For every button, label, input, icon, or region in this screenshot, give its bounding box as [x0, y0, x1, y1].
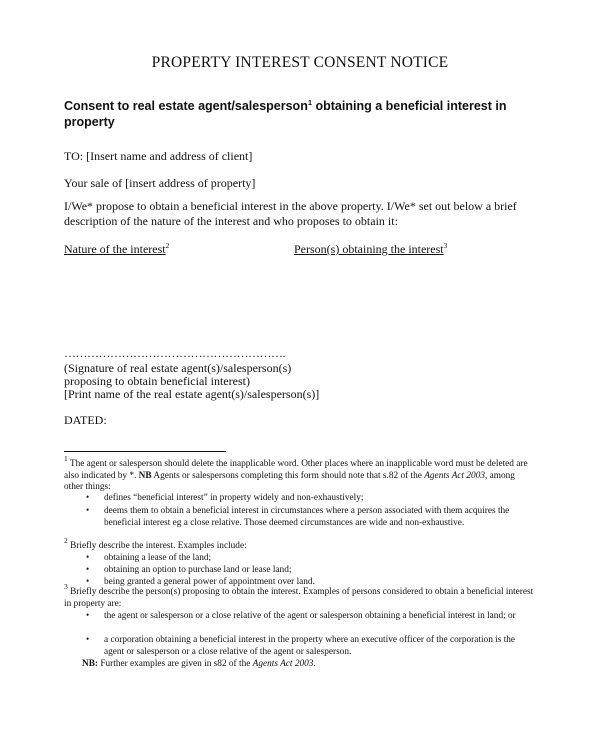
- bullet-icon: •: [86, 492, 90, 502]
- sale-line: Your sale of [insert address of property]: [64, 176, 256, 190]
- footnote-3-number: 3: [64, 582, 68, 591]
- footnote-1-bullet-1: defines “beneficial interest” in property widely and non-exhaustively;: [104, 493, 364, 503]
- heading-text-after: obtaining a beneficial interest in property: [64, 99, 507, 129]
- footnote-divider: [64, 451, 226, 452]
- bullet-icon: •: [86, 610, 90, 620]
- nature-label-text: Nature of the interest: [64, 242, 166, 256]
- footnote-1-nb: NB: [138, 470, 152, 481]
- bullet-icon: •: [86, 505, 90, 515]
- footnote-1-text-c: , among other things:: [64, 470, 515, 492]
- nature-of-interest-label: [64, 242, 169, 257]
- footnote-1-text-a: The agent or salesperson should delete the inapplicable word. Other places where an inapplicable word must be deleted are also indicated by *.: [64, 459, 528, 481]
- footnote-3-bullet-2: a corporation obtaining a beneficial interest in the property where an executive officer of the corporation is the agent or salesperson or a close relative of the agent or salesperson.: [104, 635, 516, 657]
- footnote-1-bullet-2: deems them to obtain a beneficial interest in circumstances where a person associated with them acquires the beneficial interest eg a close relative. Those deemed circumstances are wide and non-exhaustive.: [104, 506, 510, 528]
- bullet-icon: •: [86, 634, 90, 644]
- proposal-paragraph: I/We* propose to obtain a beneficial interest in the above property. I/We* set out below a brief description of the nature of the interest and who proposes to obtain it:: [64, 199, 517, 228]
- final-nb-act: Agents Act 2003: [252, 659, 314, 669]
- bullet-icon: •: [86, 564, 90, 574]
- persons-footnote-ref: 3: [443, 241, 448, 250]
- heading-text: Consent to real estate agent/salesperson: [64, 99, 308, 113]
- heading-footnote-ref: 1: [307, 98, 313, 107]
- footnote-1-act: Agents Act 2003: [424, 470, 485, 481]
- footnote-2-number: 2: [64, 536, 68, 545]
- footnote-2-text: Briefly describe the interest. Examples include:: [67, 541, 247, 551]
- footnote-1-number: 1: [64, 454, 68, 463]
- footnote-2-bullet-2: obtaining an option to purchase land or lease land;: [104, 565, 292, 575]
- footnote-2-bullet-1: obtaining a lease of the land;: [104, 553, 212, 563]
- persons-label-text: Person(s) obtaining the interest: [294, 242, 444, 256]
- footnote-3-bullet-1: the agent or salesperson or a close relative of the agent or salesperson obtaining a beneficial interest in land; or: [104, 611, 516, 621]
- footnote-2-bullet-3: being granted a general power of appointment over land.: [104, 577, 315, 587]
- final-nb-text: Further examples are given in s82 of the: [98, 659, 253, 669]
- footnote-1-text-b: Agents or salespersons completing this form should note that s.82 of the: [151, 470, 425, 481]
- to-line: TO: [Insert name and address of client]: [64, 149, 253, 163]
- signature-line-1: (Signature of real estate agent(s)/salesperson(s): [64, 361, 292, 375]
- consent-heading: [64, 98, 544, 130]
- document-title: PROPERTY INTEREST CONSENT NOTICE: [151, 54, 449, 71]
- footnote-3-text: Briefly describe the person(s) proposing to obtain the interest. Examples of persons considered to obtain a beneficial interest in property are:: [64, 587, 534, 609]
- bullet-icon: •: [86, 552, 90, 562]
- signature-dotted-line: ………………………………………………….: [64, 346, 285, 360]
- final-nb-end: .: [313, 659, 316, 669]
- persons-obtaining-label: [294, 242, 447, 257]
- dated-label: DATED:: [64, 413, 107, 427]
- nature-footnote-ref: 2: [165, 241, 170, 250]
- footnote-1: [64, 454, 534, 494]
- footnote-final-nb: [82, 659, 316, 671]
- footnote-2: [64, 536, 534, 553]
- signature-line-3: [Print name of the real estate agent(s)/salesperson(s)]: [64, 387, 320, 401]
- signature-line-2: proposing to obtain beneficial interest): [64, 374, 250, 388]
- final-nb-label: NB:: [82, 659, 99, 669]
- bullet-icon: •: [86, 576, 90, 586]
